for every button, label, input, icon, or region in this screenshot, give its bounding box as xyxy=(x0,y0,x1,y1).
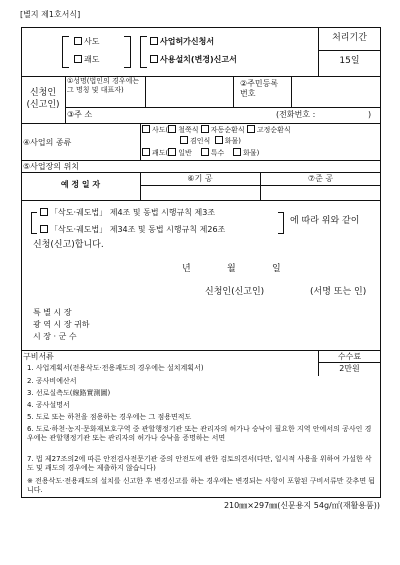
attachment-item-6: 6. 도로·하천·농지·문화재보호구역 중 관할행정기관 또는 관리자의 허가나 승낙이 필요한 지역 안에서의 공사인 경우에는 관할행정기관 또는 관리자의 허가나 승낙을 증명하는 서면 xyxy=(27,425,372,442)
permit-checkbox[interactable] xyxy=(150,37,158,45)
attachments-title: 구비서류 xyxy=(23,352,54,361)
location-label: ⑤사업장의 위치 xyxy=(23,162,80,171)
address-label: ③주 소 xyxy=(67,110,93,119)
paper-spec-footer: 210㎜×297㎜(신문용지 54g/㎡(재활용품)) xyxy=(223,501,380,510)
general-checkbox[interactable] xyxy=(168,148,176,156)
processing-period-label: 처리기간 xyxy=(332,33,367,43)
header-sado[interactable]: 사도 xyxy=(74,37,99,47)
name-field[interactable] xyxy=(147,78,231,104)
header-gwedo[interactable]: 괘도 xyxy=(74,55,99,65)
fee-label: 수수료 xyxy=(337,352,362,361)
gwedo-type-checkbox[interactable] xyxy=(142,148,150,156)
name-label: ①성명(법인의 경우에는 그 명칭 및 대표자) xyxy=(67,77,140,94)
header-permit[interactable]: 사업허가신청서 xyxy=(150,37,214,47)
applicant-label: 신청인 xyxy=(29,88,57,98)
attachment-note: ※ 전용삭도·전용괘도의 설치를 신고한 후 변경신고를 하는 경우에는 변경되는 사항이 포함된 구비서류만 갖추면 됩니다. xyxy=(27,477,376,494)
sado-type-checkbox[interactable] xyxy=(142,125,150,133)
attachment-item-2: 2. 공사비예산서 xyxy=(27,377,77,385)
signature-note: (서명 또는 인) xyxy=(310,287,367,297)
id-number-field[interactable] xyxy=(293,78,379,104)
business-type-sado: 사도( 철쭉식 자동순환식 고정순환식 xyxy=(142,125,291,135)
special-checkbox[interactable] xyxy=(201,148,209,156)
gwedo-freight-checkbox[interactable] xyxy=(233,148,241,156)
gwedo-checkbox[interactable] xyxy=(74,55,82,63)
business-type-gwedo: 괘도( 일반 특수 화물) xyxy=(142,148,259,158)
declaration-suffix: 에 따라 위와 같이 xyxy=(290,216,360,226)
sado-freight-checkbox[interactable] xyxy=(215,136,223,144)
finish-label: ⑦준 공 xyxy=(307,174,334,183)
date-day: 일 xyxy=(272,264,281,274)
finish-date-field[interactable] xyxy=(262,187,379,198)
start-label: ⑥기 공 xyxy=(187,174,213,183)
fee-value: 2만원 xyxy=(339,364,360,373)
addressee-3: 시 장 · 군 수 xyxy=(33,332,77,341)
signature-label: 신청인(신고인) xyxy=(205,287,265,297)
declaration-line2: 신청(신고)합니다. xyxy=(33,240,104,250)
header-report[interactable]: 사용설치(변경)신고서 xyxy=(150,55,237,65)
attachment-item-4: 4. 공사설명서 xyxy=(27,401,70,409)
start-date-field[interactable] xyxy=(142,187,258,198)
report-checkbox[interactable] xyxy=(150,55,158,63)
date-month: 월 xyxy=(227,264,236,274)
addressee-2: 광 역 시 장 귀하 xyxy=(33,320,90,329)
cheolsik-checkbox[interactable] xyxy=(168,125,176,133)
sado-checkbox[interactable] xyxy=(74,37,82,45)
declaration-checkbox-2[interactable] xyxy=(40,225,48,233)
schedule-label: 예 정 일 자 xyxy=(60,180,101,189)
applicant-sub-label: (신고인) xyxy=(26,100,60,110)
location-field[interactable] xyxy=(120,161,378,171)
phone-label: (전화번호 : xyxy=(276,110,316,119)
date-year: 년 xyxy=(182,264,191,274)
form-label: [별지 제1호서식] xyxy=(20,10,81,19)
declaration-option-2[interactable]: 「삭도·궤도법」 제34조 및 동법 시행규칙 제26조 xyxy=(40,225,225,235)
auto-circulation-checkbox[interactable] xyxy=(201,125,209,133)
addressee-1: 특 별 시 장 xyxy=(33,308,72,317)
fixed-circulation-checkbox[interactable] xyxy=(247,125,255,133)
attachment-item-3: 3. 선로실측도(線路實測圖) xyxy=(27,389,111,397)
id-number-label: ②주민등록번호 xyxy=(240,79,279,98)
attachment-item-7: 7. 법 제27조의2에 따른 안전검사전문기관 중의 안전도에 관한 검토의견서(다만, 일시적 사용을 위하여 가설한 삭도 및 괘도의 경우에는 제출하지 않습니다) xyxy=(27,455,372,472)
processing-period-value: 15일 xyxy=(339,56,360,66)
attachment-item-5: 5. 도로 또는 하천을 점용하는 경우에는 그 점용면적도 xyxy=(27,413,192,421)
business-type-sado-line2: 겸인식 화물) xyxy=(180,136,241,146)
business-type-label: ④사업의 종류 xyxy=(23,138,72,147)
declaration-checkbox-1[interactable] xyxy=(40,208,48,216)
gyeonin-checkbox[interactable] xyxy=(180,136,188,144)
address-field[interactable] xyxy=(110,109,270,121)
attachment-item-1: 1. 사업계획서(전용삭도·전용괘도의 경우에는 설치계획서) xyxy=(27,364,204,372)
phone-close: ) xyxy=(368,110,372,119)
declaration-option-1[interactable]: 「삭도·궤도법」 제4조 및 동법 시행규칙 제3조 xyxy=(40,208,215,218)
